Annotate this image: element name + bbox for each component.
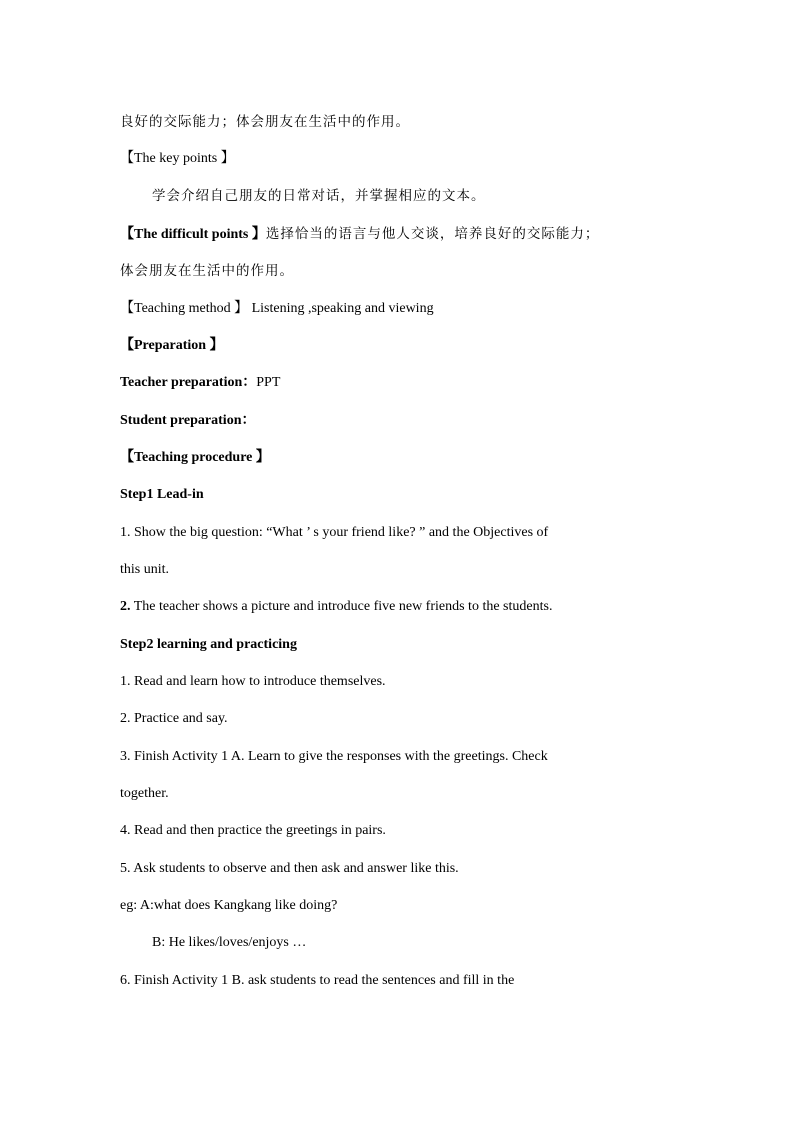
procedure-heading: 【Teaching procedure 】 bbox=[120, 450, 270, 465]
student-preparation: Student preparation： bbox=[120, 413, 256, 428]
text-line: 良好的交际能力；体会朋友在生活中的作用。 bbox=[120, 114, 410, 130]
teaching-method: 【Teaching method 】 Listening ,speaking and viewing bbox=[120, 301, 434, 316]
step2-item4: 4. Read and then practice the greetings in pairs. bbox=[120, 823, 386, 838]
step2-item5: 5. Ask students to observe and then ask and answer like this. bbox=[120, 861, 459, 876]
step1-item2 bbox=[120, 598, 680, 616]
key-points-text: 学会介绍自己朋友的日常对话，并掌握相应的文本。 bbox=[152, 188, 486, 204]
step2-item2: 2. Practice and say. bbox=[120, 711, 228, 726]
difficult-points-label: 【The difficult points 】 bbox=[120, 227, 266, 242]
difficult-points-line bbox=[120, 225, 680, 244]
step2-item3-cont: together. bbox=[120, 786, 169, 801]
preparation-heading: 【Preparation 】 bbox=[120, 338, 224, 353]
step1-item1-cont: this unit. bbox=[120, 562, 170, 577]
teacher-preparation-value: PPT bbox=[256, 375, 281, 390]
step1-item1: 1. Show the big question: “What ’ s your friend like? ” and the Objectives of bbox=[120, 525, 549, 540]
teacher-preparation bbox=[120, 374, 680, 392]
text-line: 体会朋友在生活中的作用。 bbox=[120, 263, 294, 279]
example-a: eg: A:what does Kangkang like doing? bbox=[120, 898, 338, 913]
step2-item1: 1. Read and learn how to introduce themselves. bbox=[120, 674, 386, 689]
item-number: 2. bbox=[120, 599, 131, 614]
item-text: The teacher shows a picture and introduce five new friends to the students. bbox=[133, 599, 553, 614]
difficult-points-text: 选择恰当的语言与他人交谈，培养良好的交际能力； bbox=[265, 226, 600, 242]
step2-heading: Step2 learning and practicing bbox=[120, 637, 297, 652]
key-points-label: 【The key points 】 bbox=[120, 151, 235, 166]
step2-item3: 3. Finish Activity 1 A. Learn to give the responses with the greetings. Check bbox=[120, 749, 548, 764]
step2-item6: 6. Finish Activity 1 B. ask students to read the sentences and fill in the bbox=[120, 973, 515, 988]
step1-heading: Step1 Lead-in bbox=[120, 487, 204, 502]
example-b: B: He likes/loves/enjoys … bbox=[152, 935, 307, 950]
teacher-preparation-label: Teacher preparation： bbox=[120, 375, 257, 390]
